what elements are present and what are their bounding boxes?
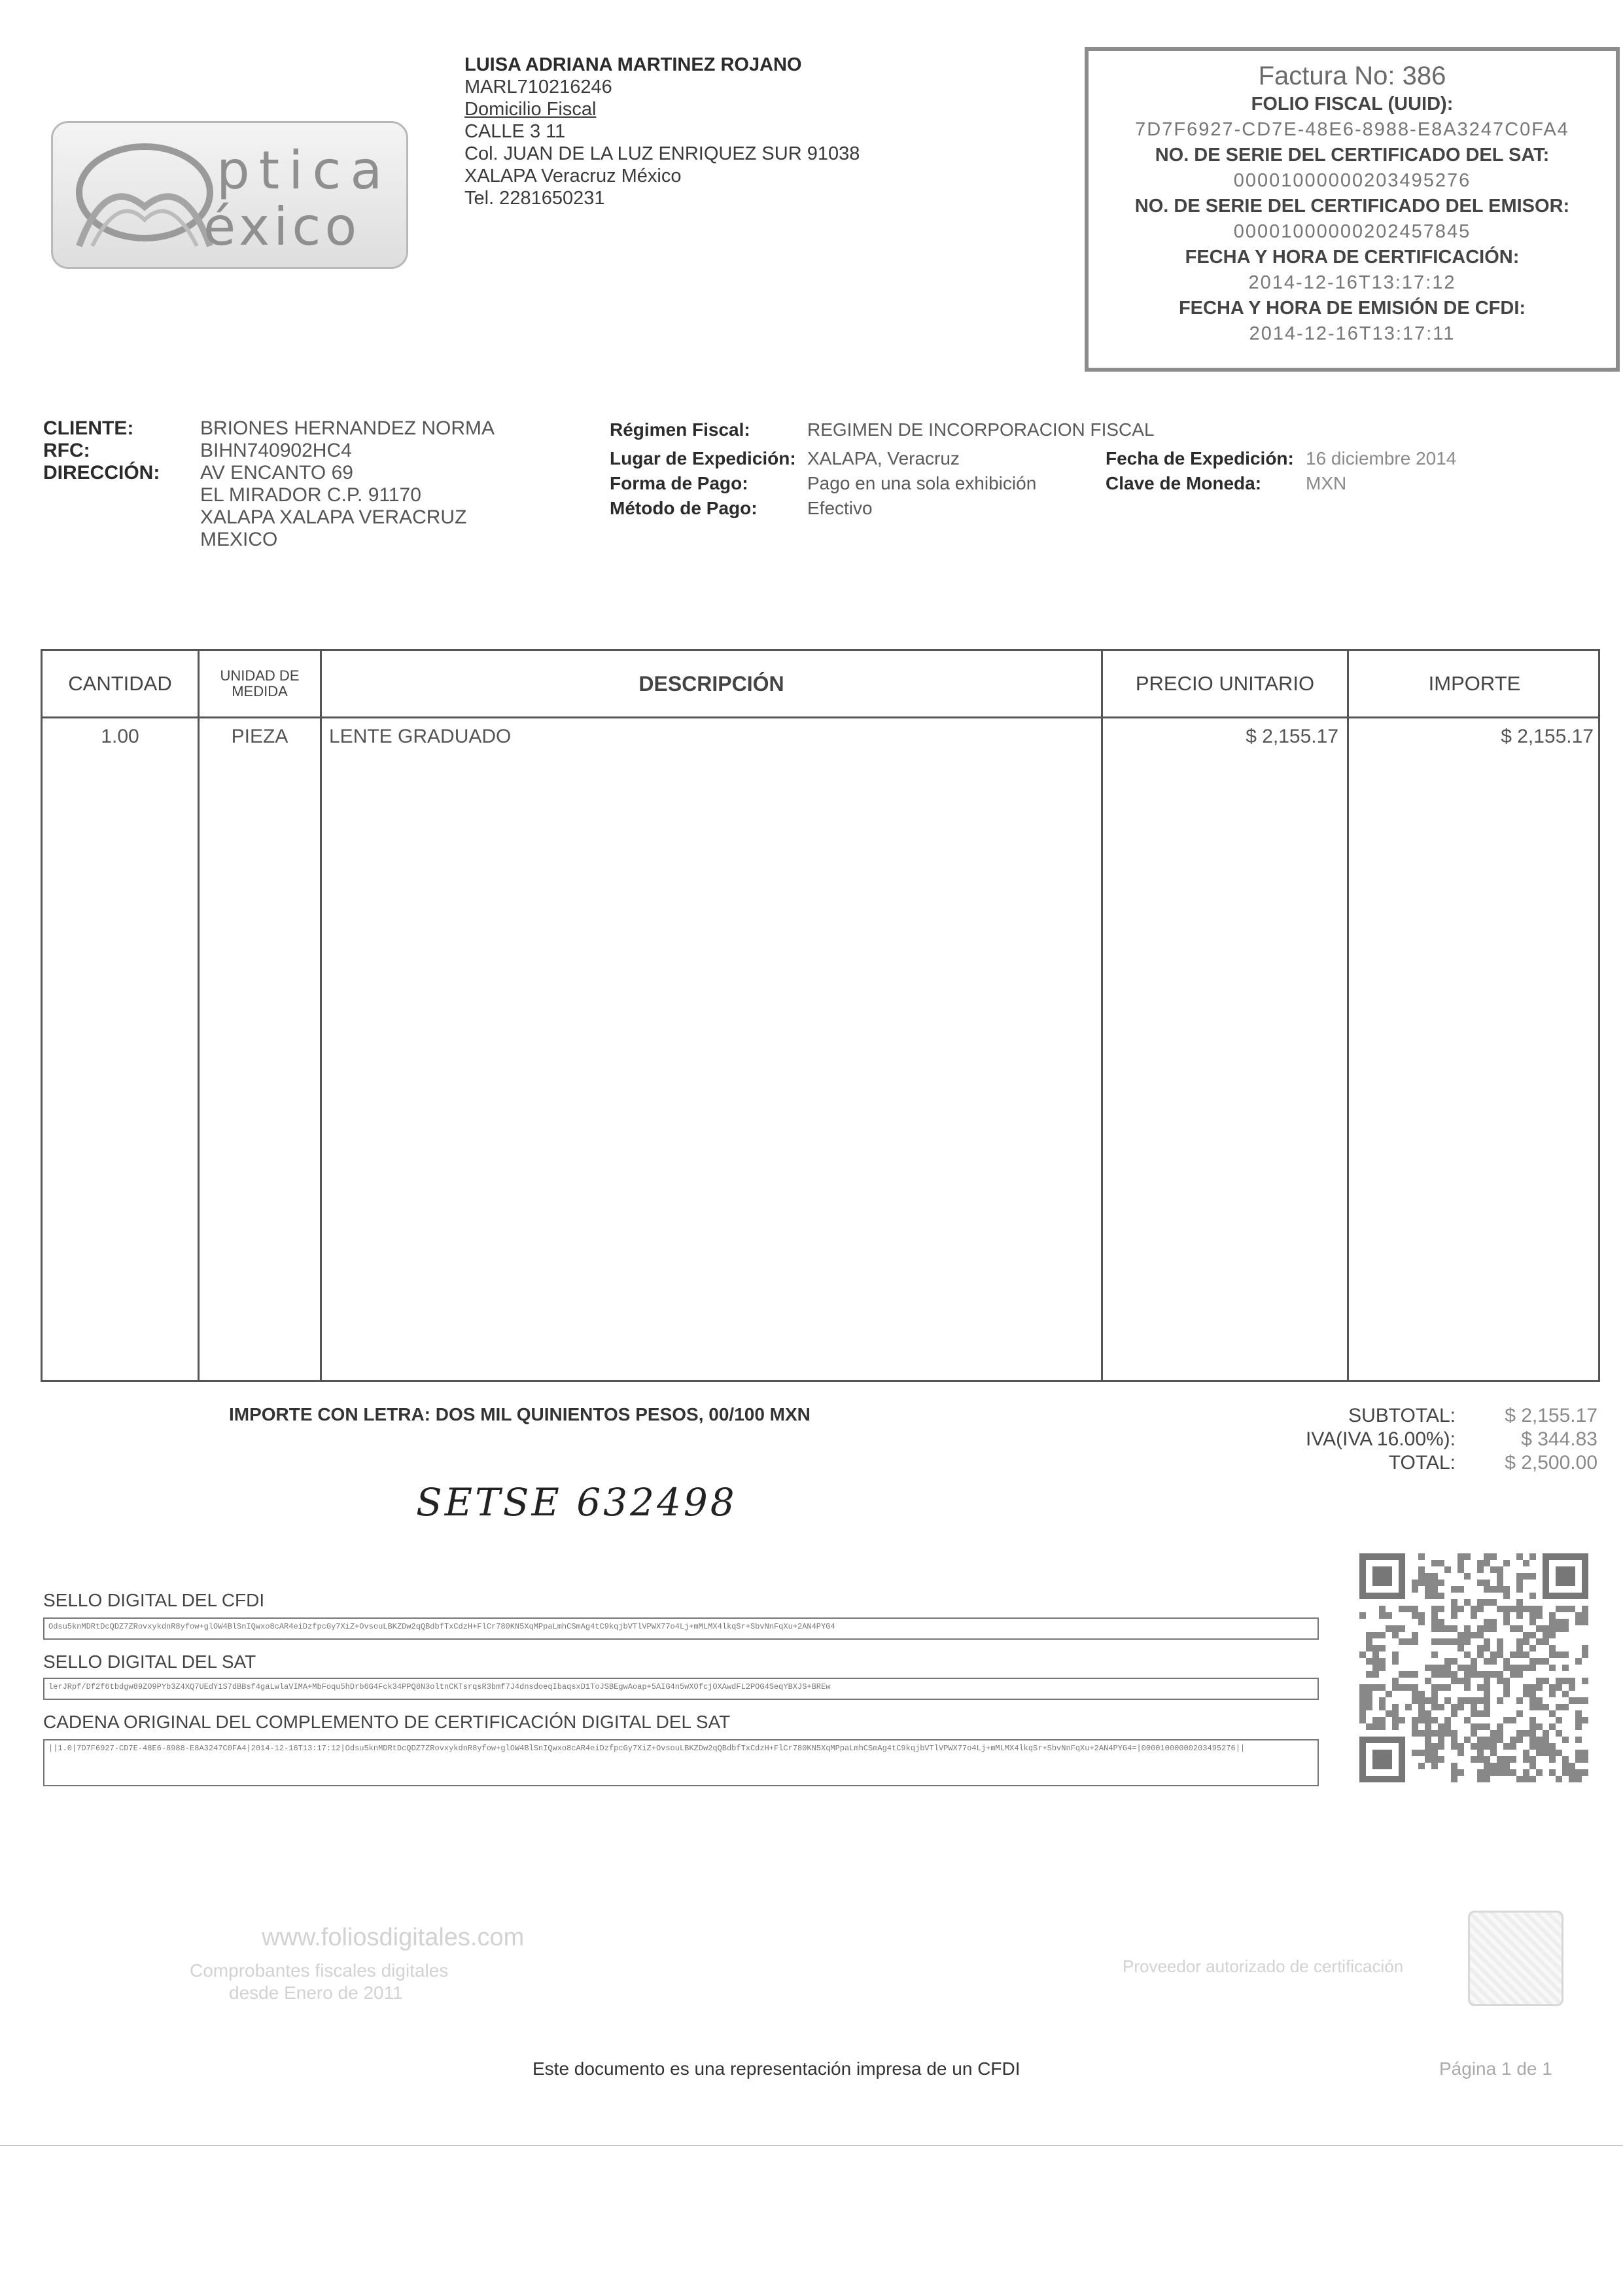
row-cantidad: 1.00	[101, 726, 139, 747]
fecha-expedicion-label: Fecha de Expedición:	[1106, 448, 1294, 468]
cfdi-representation: Este documento es una representación impresa de un CFDI	[532, 2058, 1021, 2079]
rfc-label: RFC:	[43, 440, 90, 461]
header-precio: PRECIO UNITARIO	[1135, 672, 1315, 695]
importe-letra-value: DOS MIL QUINIENTOS PESOS, 00/100 MXN	[435, 1404, 811, 1424]
sello-cfdi-value: Odsu5knMDRtDcQDZ7ZRovxykdnR8yfow+glOW4BlSnIQwxo8cAR4eiDzfpcGy7XiZ+OvsouLBKZDw2qQBdbfTxCdzH+FlCr780KN5XqMPpaLmhCSmAg4tC9kqjbVTlVPWX77o4Lj+mMLMX4lkqSr+SbvNnFqXu+2AN4PYG4	[43, 1617, 1319, 1640]
col-divider	[1347, 651, 1349, 1380]
provider-text: Proveedor autorizado de certificación	[1123, 1956, 1404, 1976]
domicilio-fiscal-label: Domicilio Fiscal	[464, 99, 597, 120]
emitter-rfc: MARL710216246	[464, 77, 612, 97]
folios-text-2: desde Enero de 2011	[229, 1983, 403, 2003]
client-rfc: BIHN740902HC4	[200, 440, 352, 461]
iva-label: IVA(IVA 16.00%):	[1306, 1428, 1456, 1450]
folios-url: www.foliosdigitales.com	[262, 1924, 525, 1951]
lugar-value: XALAPA, Veracruz	[807, 448, 960, 468]
header-unidad: UNIDAD DE MEDIDA	[220, 667, 300, 699]
invoice-info-box	[1085, 47, 1620, 372]
header-cantidad: CANTIDAD	[68, 672, 172, 695]
client-address-1: AV ENCANTO 69	[200, 462, 353, 484]
sat-seal-image	[1468, 1911, 1563, 2006]
subtotal-label: SUBTOTAL:	[1348, 1405, 1456, 1426]
cadena-original-value: ||1.0|7D7F6927-CD7E-48E6-8988-E8A3247C0FA4|2014-12-16T13:17:12|Odsu5knMDRtDcQDZ7ZRovxykdnR8yfow+glOW4BlSnIQwxo8cAR4eiDzfpcGy7XiZ+OvsouLBKZDw2qQBdbfTxCdzH+FlCr780KN5XqMPpaLmhCSmAg4tC9kqjbVTlVPWX77o4Lj+mMLMX4lkqSr+SbvNnFqXu+2AN4PYG4=|00001000000203495276||	[43, 1739, 1319, 1786]
client-name: BRIONES HERNANDEZ NORMA	[200, 417, 495, 439]
emitter-colonia: Col. JUAN DE LA LUZ ENRIQUEZ SUR 91038	[464, 143, 860, 164]
sello-sat-value: lerJRpf/Df2f6tbdgw89ZO9PYb3Z4XQ7UEdY1S7dBBsf4gaLwlaVIMA+MbFoqu5hDrb6G4Fck34PPQ8N3oltnCKTsrqsR3bmf7J4dnsdoeqIbaqsxD1ToJSBEgwAoap+5AIG4n5wXOfcjOXAwdFL2POG4SeqYBXJS+BREw	[43, 1678, 1319, 1700]
emisor-cert-label: NO. DE SERIE DEL CERTIFICADO DEL EMISOR:	[1134, 196, 1570, 217]
emisor-cert-value: 00001000000202457845	[1233, 221, 1471, 242]
subtotal-value: $ 2,155.17	[1505, 1405, 1597, 1426]
header-divider	[43, 716, 1598, 718]
direccion-label: DIRECCIÓN:	[43, 462, 160, 484]
folio-fiscal-label: FOLIO FISCAL (UUID):	[1251, 94, 1454, 115]
qr-code	[1359, 1553, 1588, 1782]
col-divider	[320, 651, 322, 1380]
cert-date-label: FECHA Y HORA DE CERTIFICACIÓN:	[1185, 247, 1520, 268]
total-value: $ 2,500.00	[1505, 1452, 1597, 1474]
cliente-label: CLIENTE:	[43, 417, 134, 439]
header-importe: IMPORTE	[1428, 672, 1521, 695]
cadena-original-label: CADENA ORIGINAL DEL COMPLEMENTO DE CERTIFICACIÓN DIGITAL DEL SAT	[43, 1712, 731, 1732]
row-importe: $ 2,155.17	[1501, 726, 1594, 747]
bottom-rule	[0, 2145, 1623, 2146]
cert-date-value: 2014-12-16T13:17:12	[1248, 272, 1456, 293]
regimen-label: Régimen Fiscal:	[610, 419, 750, 440]
forma-value: Pago en una sola exhibición	[807, 473, 1037, 493]
logo-emblem-icon	[66, 135, 223, 253]
total-label: TOTAL:	[1388, 1452, 1456, 1474]
row-precio: $ 2,155.17	[1246, 726, 1338, 747]
metodo-label: Método de Pago:	[610, 498, 758, 518]
folio-fiscal-value: 7D7F6927-CD7E-48E6-8988-E8A3247C0FA4	[1135, 119, 1569, 140]
optica-mexico-logo	[51, 121, 408, 269]
emitter-tel: Tel. 2281650231	[464, 188, 605, 209]
sello-cfdi-label: SELLO DIGITAL DEL CFDI	[43, 1590, 265, 1610]
client-address-3: XALAPA XALAPA VERACRUZ	[200, 506, 467, 528]
row-descripcion: LENTE GRADUADO	[329, 726, 512, 747]
emision-date-value: 2014-12-16T13:17:11	[1249, 323, 1456, 344]
row-unidad: PIEZA	[231, 726, 288, 747]
emision-date-label: FECHA Y HORA DE EMISIÓN DE CFDI:	[1178, 298, 1526, 319]
fecha-expedicion-value: 16 diciembre 2014	[1306, 448, 1457, 468]
folios-text-1: Comprobantes fiscales digitales	[190, 1960, 449, 1981]
sat-cert-value: 00001000000203495276	[1233, 170, 1471, 191]
items-table	[41, 649, 1600, 1382]
client-address-2: EL MIRADOR C.P. 91170	[200, 484, 421, 506]
moneda-label: Clave de Moneda:	[1106, 473, 1262, 493]
metodo-value: Efectivo	[807, 498, 873, 518]
sello-sat-label: SELLO DIGITAL DEL SAT	[43, 1651, 256, 1672]
handwritten-note: SETSE 632498	[416, 1480, 737, 1525]
page-number: Página 1 de 1	[1439, 2058, 1552, 2079]
regimen-value: REGIMEN DE INCORPORACION FISCAL	[807, 419, 1155, 440]
importe-letra-label: IMPORTE CON LETRA:	[229, 1404, 430, 1424]
logo-word-optica: ptica	[217, 140, 392, 201]
forma-label: Forma de Pago:	[610, 473, 748, 493]
col-divider	[198, 651, 200, 1380]
emitter-block	[464, 54, 860, 209]
invoice-number: Factura No: 386	[1258, 62, 1446, 90]
col-divider	[1101, 651, 1103, 1380]
moneda-value: MXN	[1306, 473, 1347, 493]
sat-cert-label: NO. DE SERIE DEL CERTIFICADO DEL SAT:	[1155, 145, 1550, 166]
iva-value: $ 344.83	[1521, 1428, 1597, 1450]
emitter-street: CALLE 3 11	[464, 121, 566, 142]
header-descripcion: DESCRIPCIÓN	[638, 671, 784, 696]
lugar-label: Lugar de Expedición:	[610, 448, 796, 468]
importe-con-letra	[229, 1404, 811, 1425]
emitter-city: XALAPA Veracruz México	[464, 166, 682, 186]
logo-word-mexico: éxico	[203, 196, 361, 257]
client-address-4: MEXICO	[200, 529, 278, 550]
emitter-name: LUISA ADRIANA MARTINEZ ROJANO	[464, 54, 802, 75]
